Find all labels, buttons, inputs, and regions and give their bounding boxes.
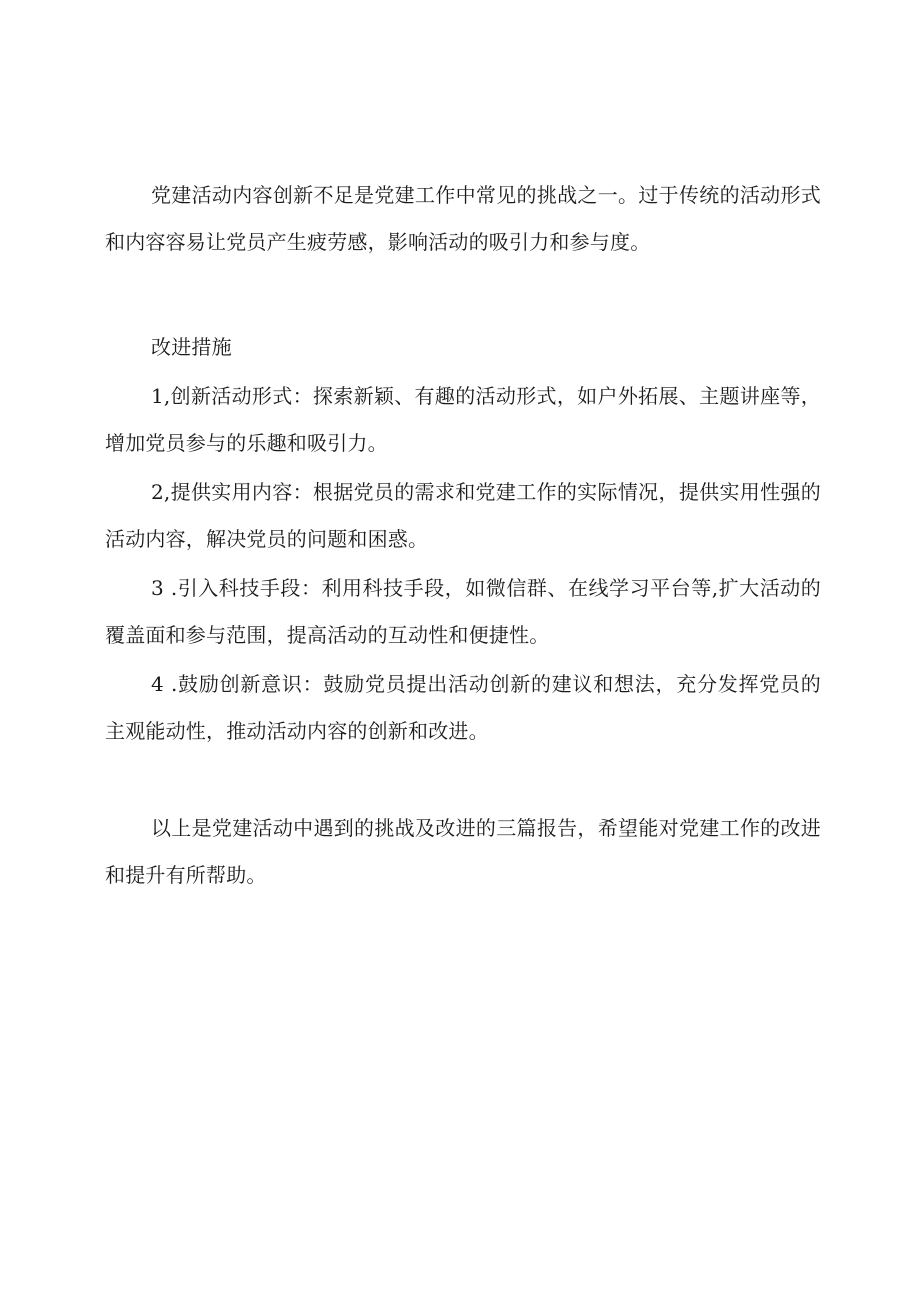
measure-item-1: 1,创新活动形式：探索新颖、有趣的活动形式，如户外拓展、主题讲座等，增加党员参与的乐趣和吸引力。 [105, 384, 821, 455]
measure-item-4: 4 .鼓励创新意识：鼓励党员提出活动创新的建议和想法，充分发挥党员的主观能动性，推动活动内容的创新和改进。 [105, 672, 821, 743]
measure-item-2: 2,提供实用内容：根据党员的需求和党建工作的实际情况，提供实用性强的活动内容，解决党员的问题和困惑。 [105, 480, 821, 551]
document-body [105, 172, 821, 899]
closing-paragraph: 以上是党建活动中遇到的挑战及改进的三篇报告，希望能对党建工作的改进和提升有所帮助。 [105, 816, 821, 887]
measure-item-3: 3 .引入科技手段：利用科技手段，如微信群、在线学习平台等,扩大活动的覆盖面和参与范围，提高活动的互动性和便捷性。 [105, 576, 821, 647]
section-heading: 改进措施 [151, 335, 232, 359]
intro-paragraph: 党建活动内容创新不足是党建工作中常见的挑战之一。过于传统的活动形式和内容容易让党员产生疲劳感，影响活动的吸引力和参与度。 [105, 183, 821, 254]
